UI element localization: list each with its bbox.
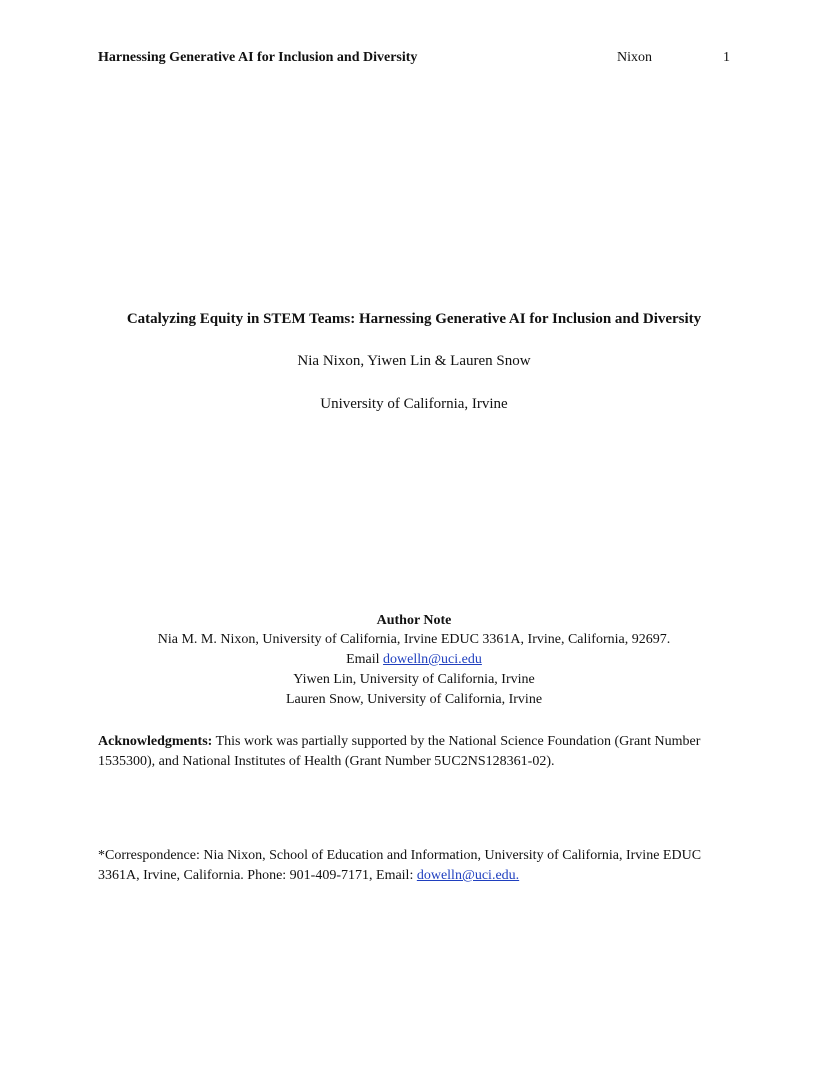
- header-author: Nixon: [617, 50, 652, 65]
- author-list: Nia Nixon, Yiwen Lin & Lauren Snow: [297, 353, 531, 369]
- author-note-heading: Author Note: [376, 613, 452, 628]
- affiliation: University of California, Irvine: [320, 396, 508, 412]
- correspondence-paragraph: [98, 846, 738, 886]
- acknowledgments-label: Acknowledgments:: [98, 734, 213, 749]
- page-number: 1: [723, 50, 730, 65]
- correspondence-email-link[interactable]: dowelln@uci.edu.: [416, 868, 520, 883]
- paper-title: Catalyzing Equity in STEM Teams: Harnessing Generative AI for Inclusion and Diversity: [126, 311, 702, 327]
- acknowledgments-paragraph: [98, 732, 718, 772]
- email-label: Email: [346, 652, 380, 667]
- author-note-line-3: Yiwen Lin, University of California, Irvine: [293, 672, 535, 687]
- acknowledgments-text: This work was partially supported by the National Science Foundation (Grant Number 1535300), and National Institutes of Health (Grant Number 5UC2NS128361-02).: [98, 734, 701, 769]
- author-email-link[interactable]: dowelln@uci.edu: [383, 652, 482, 667]
- author-note-line-1: Nia M. M. Nixon, University of California, Irvine EDUC 3361A, Irvine, California, 92697.: [157, 632, 671, 647]
- author-note-email-line: [0, 652, 828, 668]
- running-head: Harnessing Generative AI for Inclusion and Diversity: [98, 50, 418, 65]
- author-note-line-4: Lauren Snow, University of California, Irvine: [285, 692, 543, 707]
- correspondence-text: *Correspondence: Nia Nixon, School of Education and Information, University of California, Irvine EDUC 3361A, Irvine, California. Phone: 901-409-7171, Email:: [98, 848, 702, 883]
